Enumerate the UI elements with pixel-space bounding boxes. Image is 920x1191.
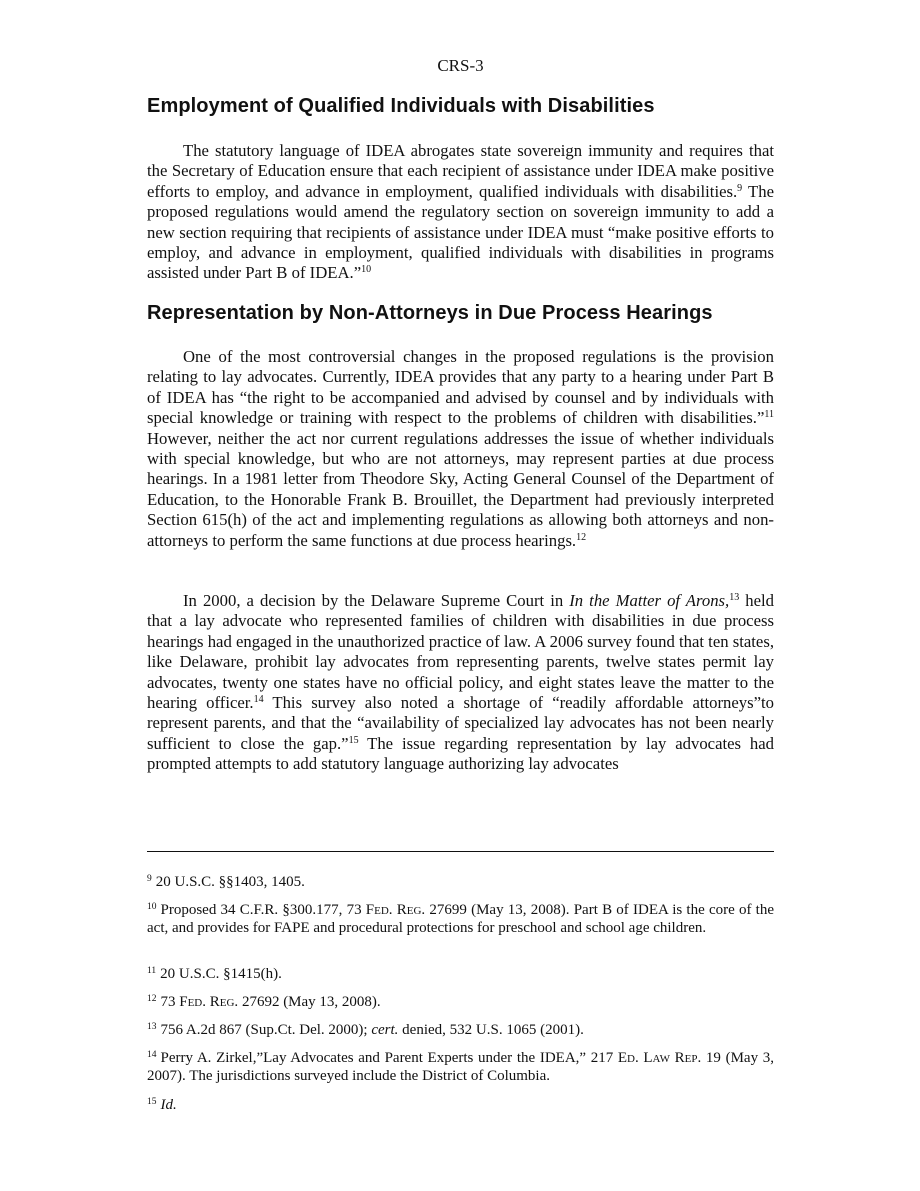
footnote-text: 27692 (May 13, 2008). (238, 994, 381, 1010)
section-heading-employment: Employment of Qualified Individuals with Disabilities (147, 95, 655, 117)
footnote-ref-10: 10 (361, 264, 372, 276)
employment-paragraph (147, 141, 774, 284)
case-name: In the Matter of Arons, (569, 591, 730, 610)
footnote-14 (147, 1049, 774, 1086)
footnote-ref-13: 13 (729, 592, 740, 603)
footnote-text: denied, 532 U.S. 1065 (2001). (398, 1022, 584, 1038)
paragraph-text: The issue regarding representation by lay advocates had prompted attempts to add statutory language authorizing lay advocates (147, 733, 775, 774)
footnote-12 (147, 993, 774, 1011)
footnote-citation: Fed. Reg. (179, 994, 239, 1010)
representation-paragraph-2 (147, 591, 774, 775)
footnote-11 (147, 965, 774, 983)
paragraph-text: One of the most controversial changes in the proposed regulations is the provision relating to lay advocates. Currently, IDEA provides that any party to a hearing under Part B of IDEA has “the right to be accompanied and advised by counsel and by individuals with special knowledge or training with respect to the problems of children with disabilities.” (147, 347, 774, 428)
footnote-text: Proposed 34 C.F.R. §300.177, 73 (160, 902, 366, 918)
footnote-italic: cert. (371, 1022, 399, 1038)
footnote-number: 11 (147, 966, 157, 976)
footnote-text: 20 U.S.C. §1415(h). (160, 966, 282, 982)
paragraph-text: However, neither the act nor current regulations addresses the issue of whether individuals with special knowledge, but who are not attorneys, may represent parties at due process hearings. In a 1981 letter from Theodore Sky, Acting General Counsel of the Department of Education, to the Honorable Frank B. Brouillet, the Department had previously interpreted Section 615(h) of the act and implementing regulations as allowing both attorneys and non-attorneys to perform the same functions at due process hearings. (147, 428, 774, 550)
paragraph-text: This survey also noted a shortage of “readily affordable attorneys”to represent parents, and that the “availability of specialized lay advocates has not been nearly sufficient to close the gap.” (147, 693, 774, 753)
footnote-10 (147, 901, 774, 938)
representation-paragraph-1 (147, 347, 774, 551)
footnote-citation: Fed. Reg. (365, 902, 426, 918)
footnote-number: 12 (147, 994, 157, 1004)
footnote-ref-15: 15 (348, 734, 359, 746)
paragraph-text: held that a lay advocate who represented families of children with disabilities in due process hearings had engaged in the unauthorized practice of law. A 2006 survey found that ten states, like Delaware, prohibit lay advocates from representing parents, twelve states permit lay advocates, twenty one states have no official policy, and eight states leave the matter to the hearing officer. (147, 591, 775, 713)
footnote-text: Id. (160, 1097, 177, 1113)
footnote-ref-11: 11 (764, 409, 774, 421)
footnote-text: 27699 (May 13, 2008). Part B of IDEA is the core of the act, and provides for FAPE and procedural protections for preschool and school age children. (147, 902, 774, 937)
footnote-ref-14: 14 (253, 694, 264, 706)
footnote-number: 13 (147, 1022, 157, 1032)
footnote-divider (147, 851, 774, 852)
footnote-9 (147, 873, 774, 891)
footnote-text: Perry A. Zirkel,”Lay Advocates and Parent Experts under the IDEA,” 217 (160, 1050, 618, 1066)
footnote-13 (147, 1021, 774, 1039)
footnote-number: 10 (147, 902, 157, 912)
footnote-number: 15 (147, 1097, 157, 1107)
footnote-ref-12: 12 (576, 531, 587, 543)
footnote-text: 756 A.2d 867 (Sup.Ct. Del. 2000); (160, 1022, 372, 1038)
footnote-citation: Ed. Law Rep. (617, 1050, 702, 1066)
footnote-text: 20 U.S.C. §§1403, 1405. (155, 874, 305, 890)
footnote-number: 9 (147, 874, 152, 884)
footnote-ref-9: 9 (737, 182, 743, 194)
paragraph-text: The proposed regulations would amend the regulatory section on sovereign immunity to add a new section requiring that recipients of assistance under IDEA must “make positive efforts to employ, and advance in employment, qualified individuals with disabilities in programs assisted under Part B of IDEA.” (147, 181, 774, 283)
paragraph-text: The statutory language of IDEA abrogates state sovereign immunity and requires that the Secretary of Education ensure that each recipient of assistance under IDEA make positive efforts to employ, and advance in employment, qualified individuals with disabilities. (147, 141, 774, 201)
footnote-number: 14 (147, 1050, 157, 1060)
footnote-text: 73 (160, 994, 180, 1010)
page-number-header: CRS-3 (437, 56, 484, 75)
section-heading-representation: Representation by Non-Attorneys in Due Process Hearings (147, 302, 713, 324)
paragraph-text: In 2000, a decision by the Delaware Supreme Court in (183, 591, 570, 610)
footnote-text: 19 (May 3, 2007). The jurisdictions surveyed include the District of Columbia. (147, 1050, 774, 1085)
footnote-15 (147, 1096, 774, 1114)
